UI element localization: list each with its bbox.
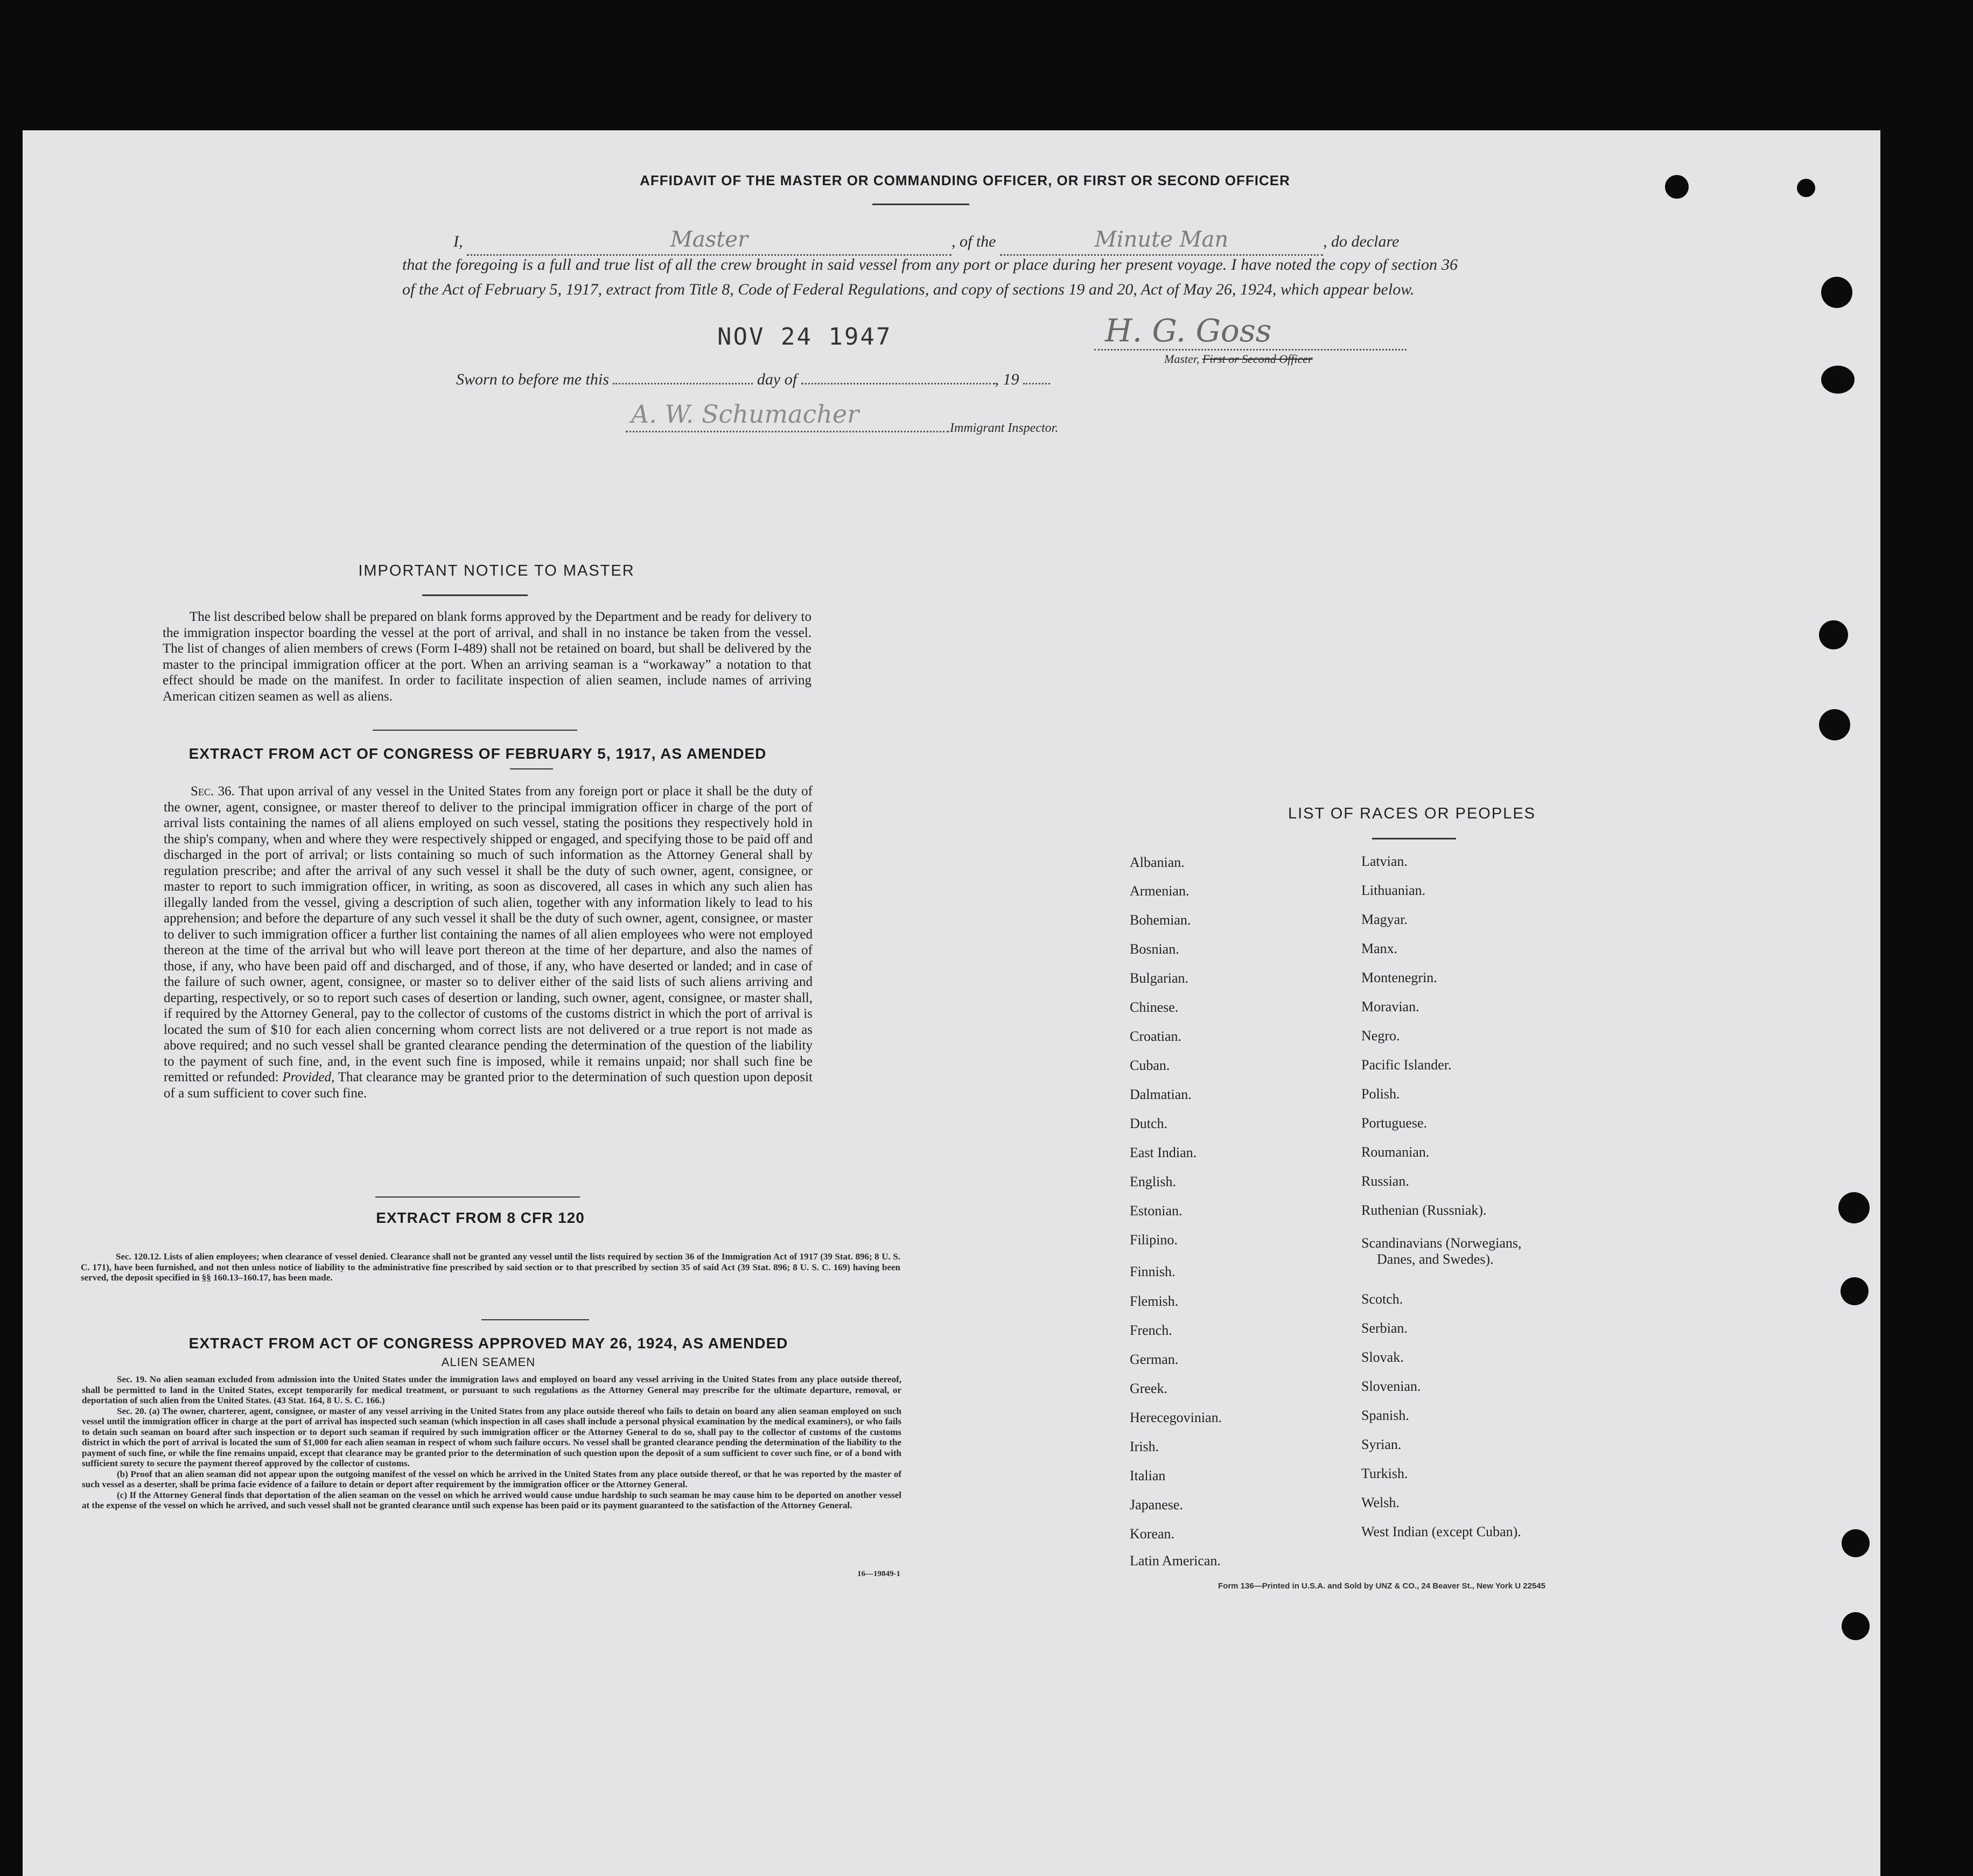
race-item: Dutch. (1130, 1116, 1168, 1131)
struck-officer-title: First or Second Officer (1202, 352, 1313, 366)
day-of-label: day of (757, 370, 797, 388)
race-item: Herecegovinian. (1130, 1410, 1222, 1425)
race-item: Negro. (1361, 1028, 1400, 1044)
sec-36-text: That upon arrival of any vessel in the United States from any foreign port or place it shall be the duty of the owner, agent, consignee, or master thereof to deliver to the principal immigration officer in charge of the port of arrival lists containing the names of all aliens employed on such vessel, stating the positions they respectively hold in the ship's company, when and where they were respectively shipped or engaged, and specifying those to be paid off and discharged in the port of arrival; or lists containing so much of such information as the Attorney General shall by regulation prescribe; and after the arrival of any such vessel it shall be the duty of such owner, agent, consignee, or master to report to such immigration officer, in writing, as soon as discovered, all cases in which any such alien has illegally landed from the vessel, giving a description of such alien, together with any information likely to lead to his apprehension; and before the departure of any such vessel it shall be the duty of such owner, agent, consignee, or master to deliver to such immigration officer a further list containing the names of all alien employees who were not employed thereon at the time of the arrival but who will leave port thereon at the time of her departure, and also the names of those, if any, who have been paid off and discharged, and of those, if any, who have deserted or landed; and in case of the failure of such owner, agent, consignee, or master so to deliver either of the said lists of such aliens arriving and departing, respectively, or so to report such cases of desertion or landing, such owner, agent, consignee, or master shall, if required by the Attorney General, pay to the collector of customs of the customs district in which the port of arrival is located the sum of $10 for each alien concerning whom correct lists are not delivered or a true report is not made as above required; and no such vessel shall be granted clearance pending the determination of the question of the liability to the payment of such fine, and, in the event such fine is imposed, while it remains unpaid; nor shall such fine be remitted or refunded: (164, 784, 813, 1084)
race-item: Bulgarian. (1130, 970, 1189, 986)
divider (481, 1319, 589, 1320)
race-item: Greek. (1130, 1381, 1168, 1396)
race-item: Magyar. (1361, 912, 1408, 927)
race-item: Slovenian. (1361, 1378, 1421, 1394)
race-item: Turkish. (1361, 1466, 1408, 1481)
race-item: West Indian (except Cuban). (1361, 1524, 1521, 1539)
race-item: Manx. (1361, 941, 1398, 956)
race-item: German. (1130, 1352, 1179, 1367)
race-item: Moravian. (1361, 999, 1419, 1014)
race-item: Scotch. (1361, 1291, 1403, 1307)
affidavit-body: that the foregoing is a full and true list of all the crew brought in said vessel from any port or place during her present voyage. I have noted the copy of section 36 of the Act of February 5, 1917, extract from Title 8, Code of Federal Regulations, and copy of sections 19 and 20, Act of May 26, 1924, which appear below. (402, 256, 1458, 298)
inspector-line (626, 431, 949, 432)
divider (422, 594, 528, 596)
race-item: Korean. (1130, 1526, 1175, 1542)
race-item: Roumanian. (1361, 1144, 1430, 1160)
race-item: East Indian. (1130, 1145, 1197, 1160)
punch-hole (1665, 175, 1689, 199)
divider (373, 730, 577, 731)
date-stamp: NOV 24 1947 (717, 323, 892, 351)
sec-36-label: Sec. 36. (191, 784, 235, 799)
punch-hole (1842, 1529, 1870, 1557)
race-item: Portuguese. (1361, 1115, 1428, 1131)
affidavit-title: AFFIDAVIT OF THE MASTER OR COMMANDING OFFICER, OR FIRST OR SECOND OFFICER (640, 172, 1290, 188)
race-item: Armenian. (1130, 883, 1190, 899)
race-item: Japanese. (1130, 1497, 1183, 1513)
proviso-text: That clearance may be granted prior to the determination of such question upon deposit of a sum sufficient to cover such fine. (164, 1070, 813, 1101)
race-item: Danes, and Swedes). (1377, 1251, 1494, 1267)
form-sheet (23, 130, 1880, 1876)
sworn-line (456, 367, 1156, 392)
race-item: Montenegrin. (1361, 970, 1437, 985)
race-item: English. (1130, 1174, 1176, 1189)
punch-hole (1842, 1612, 1870, 1640)
race-item: Syrian. (1361, 1437, 1402, 1452)
cfr-title: EXTRACT FROM 8 CFR 120 (376, 1209, 585, 1226)
race-item: Italian (1130, 1468, 1166, 1483)
race-item: Bohemian. (1130, 912, 1191, 928)
race-item: French. (1130, 1322, 1172, 1338)
inspector-title: Immigrant Inspector. (950, 421, 1059, 435)
races-title: LIST OF RACES OR PEOPLES (1288, 805, 1536, 822)
i-label: I, (453, 233, 463, 250)
alien-seamen-subtitle: ALIEN SEAMEN (441, 1355, 536, 1369)
sec-20c: (c) If the Attorney General finds that deportation of the alien seaman on the vessel on which he arrived would cause undue hardship to such seaman he may cause him to be deported on another vessel at the expense of the vessel on which he arrived, and such vessel shall not be granted clearance until such expense has been paid or its payment guaranteed to the satisfaction of the Attorney General. (82, 1489, 901, 1510)
master-title (1164, 351, 1313, 367)
race-item: Ruthenian (Russniak). (1361, 1202, 1487, 1218)
punch-hole (1838, 1192, 1870, 1223)
race-item: Russian. (1361, 1173, 1409, 1189)
punch-hole (1821, 366, 1855, 394)
declare-label: , do declare (1323, 233, 1400, 250)
race-item: Filipino. (1130, 1232, 1178, 1248)
divider (510, 768, 553, 769)
race-item: Irish. (1130, 1439, 1159, 1454)
race-item: Polish. (1361, 1086, 1400, 1102)
extract-1924-body (82, 1374, 901, 1511)
race-item: Lithuanian. (1361, 883, 1426, 898)
notice-title: IMPORTANT NOTICE TO MASTER (358, 562, 635, 579)
race-item: Welsh. (1361, 1495, 1400, 1510)
punch-hole (1797, 179, 1815, 197)
sec-19: Sec. 19. No alien seaman excluded from admission into the United States under the immigration laws and employed on board any vessel arriving in the United States from any place outside thereof, shall be permitted to land in the United States, except temporarily for medical treatment, or pursuant to such regulations as the Attorney General may prescribe for the ultimate departure, removal, or deportation of such alien from the United States. (43 Stat. 164, 8 U. S. C. 166.) (82, 1374, 901, 1405)
race-item: Dalmatian. (1130, 1087, 1192, 1102)
race-item: Spanish. (1361, 1408, 1409, 1423)
extract-1917-body (164, 783, 813, 1101)
race-item: Estonian. (1130, 1203, 1183, 1219)
extract-1924-title: EXTRACT FROM ACT OF CONGRESS APPROVED MAY 26, 1924, AS AMENDED (188, 1335, 788, 1352)
affidavit-first-line (453, 227, 1477, 256)
race-item: Serbian. (1361, 1320, 1408, 1336)
of-the-label: , of the (951, 233, 996, 250)
race-item: Flemish. (1130, 1293, 1179, 1309)
inspector-signature: A. W. Schumacher (631, 400, 859, 429)
race-item: Latvian. (1361, 853, 1408, 869)
notice-body: The list described below shall be prepared on blank forms approved by the Department and be ready for delivery to the immigration inspector boarding the vessel at the port of arrival, and shall in no instance be taken from the vessel. The list of changes of alien members of crews (Form I-489) shall not be retained on board, but shall be delivered by the master to the principal immigration officer at the port. When an arriving seaman is a “workaway” a notation to that effect should be made on the manifest. In order to facilitate inspection of alien seamen, include names of arriving American citizen seamen as well as aliens. (163, 610, 811, 704)
divider (872, 204, 969, 205)
race-item: Scandinavians (Norwegians, (1361, 1235, 1522, 1251)
signature-line (1094, 349, 1407, 351)
handwritten-vessel: Minute Man (1094, 227, 1229, 252)
sec-20a: Sec. 20. (a) The owner, charterer, agent, consignee, or master of any vessel arriving in the United States from any place outside thereof who fails to detain on board any alien seaman employed on such vessel until the immigration officer in charge at the port of arrival has inspected such seaman (which inspection in all cases shall include a personal physical examination by the medical examiners), or who fails to detain such seaman on board after such inspection or to deport such seaman if required by such immigration officer or the Attorney General to do so, shall pay to the collector of customs of the customs district in which the port of arrival is located the sum of $1,000 for each alien seaman in respect of whom such failure occurs. No vessel shall be granted clearance pending the determination of the liability to the payment of such fine, or while the fine remains unpaid, except that clearance may be granted prior to the determination of such question upon the deposit of a sum sufficient to cover such fine, or of a bond with sufficient surety to secure the payment thereof approved by the collector of customs. (82, 1405, 901, 1468)
form-number: 16—19849-1 (857, 1570, 900, 1578)
race-item: Albanian. (1130, 855, 1185, 870)
sec-20b: (b) Proof that an alien seaman did not appear upon the outgoing manifest of the vessel on which he arrived in the United States from any place outside thereof, or that he was reported by the master of such vessel as a deserter, shall be prima facie evidence of a failure to detain or deport after requirement by the immigration officer or the Attorney General. (82, 1468, 901, 1489)
vessel-name-field (1000, 227, 1323, 256)
punch-hole (1819, 620, 1848, 649)
master-title-prefix: Master, (1164, 352, 1202, 366)
race-item: Slovak. (1361, 1349, 1404, 1365)
race-item: Bosnian. (1130, 941, 1179, 957)
sworn-label: Sworn to before me this (456, 370, 609, 388)
divider (375, 1196, 580, 1198)
punch-hole (1819, 709, 1850, 740)
printer-footer: Form 136—Printed in U.S.A. and Sold by UNZ & CO., 24 Beaver St., New York U 22545 (1218, 1581, 1545, 1591)
race-item: Chinese. (1130, 999, 1179, 1015)
punch-hole (1821, 277, 1852, 308)
race-item: Cuban. (1130, 1058, 1170, 1073)
master-signature: H. G. Goss (1105, 312, 1272, 349)
extract-1917-title: EXTRACT FROM ACT OF CONGRESS OF FEBRUARY 5, 1917, AS AMENDED (188, 745, 767, 762)
divider (1372, 838, 1456, 839)
race-item: Finnish. (1130, 1264, 1176, 1279)
master-name-field (467, 227, 951, 256)
punch-hole (1841, 1277, 1869, 1305)
handwritten-master: Master (670, 227, 748, 252)
cfr-body: Sec. 120.12. Lists of alien employees; when clearance of vessel denied. Clearance shall not be granted any vessel until the lists required by section 36 of the Immigration Act of 1917 (39 Stat. 896; 8 U. S. C. 171), have been furnished, and not then unless notice of liability to the administrative fine prescribed by said section or to that prescribed by section 35 of said Act (39 Stat. 896; 8 U. S. C. 169) having been served, the deposit specified in §§ 160.13–160.17, has been made. (81, 1251, 900, 1283)
race-item: Pacific Islander. (1361, 1057, 1452, 1073)
race-item: Latin American. (1130, 1553, 1221, 1569)
race-item: Croatian. (1130, 1028, 1182, 1044)
year-label: , 19 (995, 370, 1019, 388)
provided-label: Provided, (282, 1070, 335, 1084)
